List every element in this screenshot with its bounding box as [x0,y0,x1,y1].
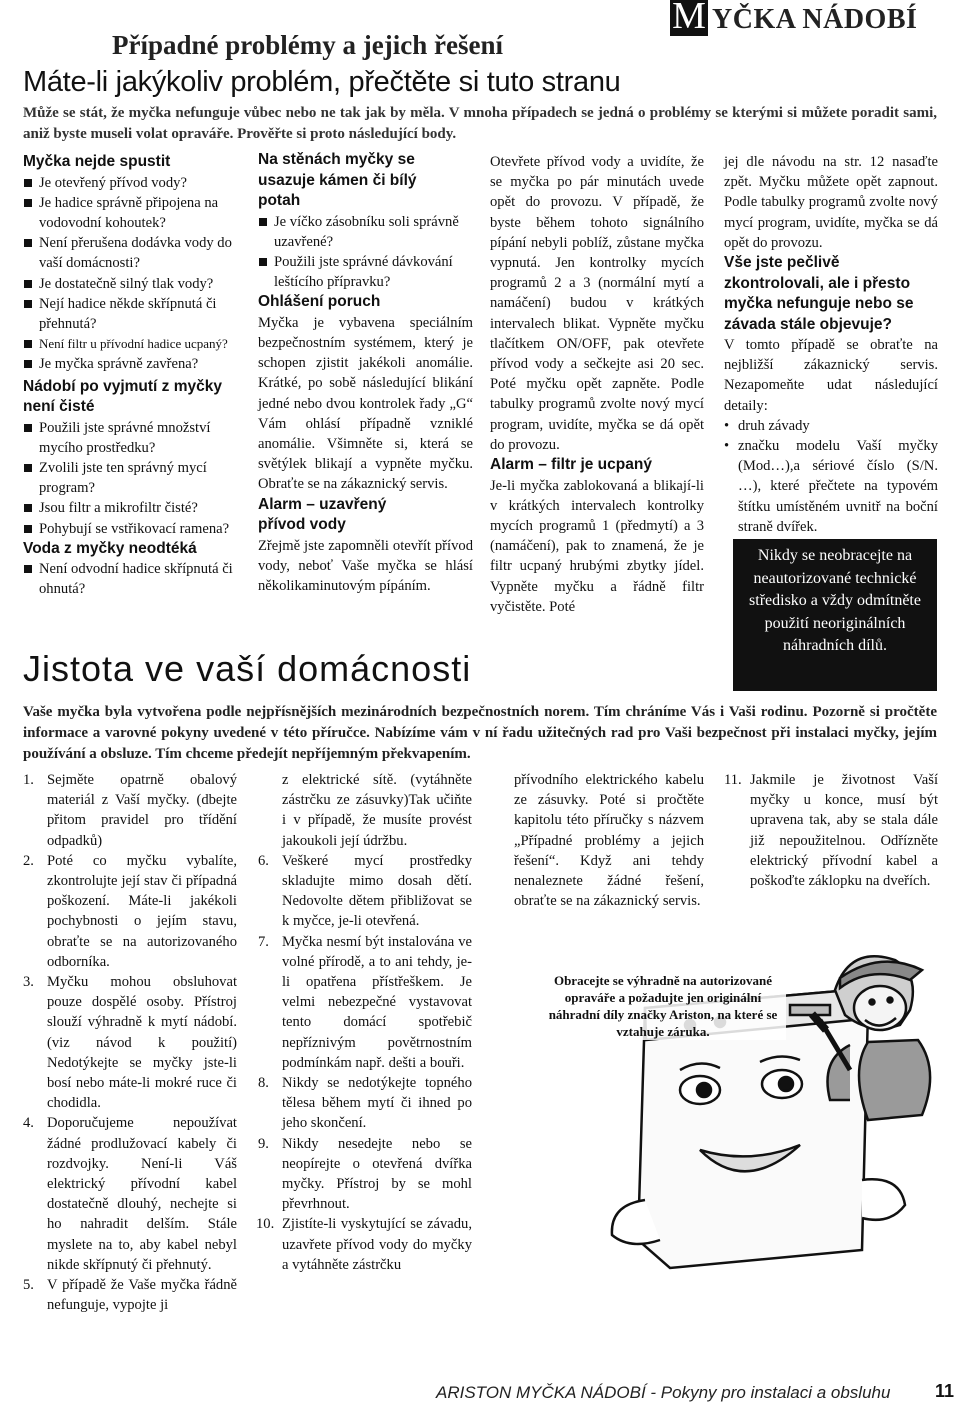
list-item: Je hadice správně připojena na vodovodní kohoutek? [23,193,238,233]
list-item: Použili jste správné dávkování leštícího přípravku? [258,252,473,292]
list-item: 7. Myčka nesmí být instalována ve volné přírodě, a to ani tehdy, je-li opatřena přístřeškem. Je velmi nebezpečné vystavovat tento domácí spotřebič nepříznivým povětrnostním podmínkám např. dešti a bouři. [258,933,472,1071]
list-item: Je dostatečně silný tlak vody? [23,274,238,294]
column-1 [23,152,238,600]
safety-intro: Vaše myčka byla vytvořena podle nejpřísnějších mezinárodních bezpečnostních norem. Tím chráníme Vás i Vaši rodinu. Pozorně si pročtěte informace a varovné pokyny uvedené v této příručce. Nabízíme vám v ní řadu užitečných rad pro Vaši bezpečnost při instalaci myčky, jejím používání a obsluze. Tím chceme předejít nepříjemným překvapením. [23,704,937,762]
list-item: z elektrické sítě. (vytáhněte zástrčku ze zásuvky)Tak učiňte i v případě, že musíte provést jakoukoli její údržbu. [282,772,472,849]
list-item: 5. V případě že Vaše myčka řádně nefunguje, vypojte ji [23,1277,237,1314]
heading-limescale: Na stěnách myčky se usazuje kámen či bílý potah [258,151,417,209]
technician-icon [812,956,930,1120]
safety-list-col-2 [258,770,472,1275]
heading-dishes-not-clean: Nádobí po vyjmutí z myčky není čisté [23,377,222,416]
heading-filter-alarm: Alarm – filtr je ucpaný [490,456,652,474]
footer-text: ARISTON MYČKA NÁDOBÍ - Pokyny pro instalaci a obsluhu [436,1383,891,1402]
list-item: Není odvodní hadice skřípnutá či ohnutá? [23,559,238,599]
list-item: Je otevřený přívod vody? [23,173,238,193]
safety-list-col-1 [23,770,237,1315]
list-item: Pohybují se vstřikovací ramena? [23,519,238,539]
water-alarm-continued: Otevřete přívod vody a uvidíte, že se myčka po pár minutách uvede opět do provozu. V případě, že byste během tohoto signálního pípání nebyli poblíž, zůstane myčka vypnutá. Jen kontrolky mycích programů 2 a 3 (normální mytí a namáčení) budou v krátkých intervalech blikat. Vypněte myčku tlačítkem ON/OFF, pak otevřete přívod vody a sečkejte asi 20 sec. Poté myčku opět zapněte. Podle tabulky programů zvolte nový mycí program, uvidíte, myčka se dá opět do provozu. [490,154,704,453]
column-4 [724,152,938,537]
safety-list-col-3 [490,770,704,911]
list-item: • druh závady [724,416,938,436]
fault-reports-text: Myčka je vybavena speciálním bezpečnostním systémem, který je schopen zjistit jakékoli anomálie. Krátké, po sobě následující blikání jedné nebo dvou kontrolek řady „G“ Vám ohlásí případně vzniklé anomálie. Všimněte si, která se světýlek blikají a vypněte myčku. Obraťte se na zákaznický servis. [258,314,473,493]
list-item: Jsou filtr a mikrofiltr čisté? [23,498,238,518]
list-item: přívodního elektrického kabelu ze zásuvky. Poté si pročtěte kapitolu této příručky s názvem „Případné problémy a jejich řešení“. Když ani tehdy nenaleznete žádné řešení, obraťte se na zákaznický servis. [514,772,704,910]
illustration-caption: Obracejte se výhradně na autorizované opraváře a požadujte jen originální náhradní díly značky Ariston, na které se vztahuje záruka. [540,972,786,1040]
list-item: Je víčko zásobníku soli správně uzavřené? [258,212,473,252]
water-alarm-text: Zřejmě jste zapomněli otevřít přívod vody, neboť Vaše myčka se hlásí několikaminutovým pípáním. [258,537,473,595]
filter-alarm-text: Je-li myčka zablokovaná a blikají-li v krátkých intervalech kontrolky mycích programů 1 (předmytí) a 3 (namáčení), pak to znamená, že je filtr ucpaný hrubými zbytky jídel. Vypněte myčku a řádně filtr vyčistěte. Poté [490,477,704,615]
list-item: 8. Nikdy se nedotýkejte topného tělesa během mytí či ihned po jeho skončení. [258,1075,472,1132]
section-letter: M [670,0,708,36]
list-item: 2. Poté co myčku vybalíte, zkontrolujte její stav či případná poškození. Máte-li jakékoli pochybnosti o jejím stavu, obraťte se na autorizovaného odborníka. [23,852,237,970]
heading-no-drain: Voda z myčky neodtéká [23,539,197,557]
list-item: 3. Myčku mohou obsluhovat pouze dospělé osoby. Přístroj slouží výhradně k mytí nádobí. (viz návod k použití) Nedotýkejte se myčky jste-li bosí nebo máte-li mokré ruce či chodidla. [23,974,237,1112]
warning-text: Nikdy se neobracejte na neautorizované technické středisko a vždy odmítněte použití neoriginálních náhradních dílů. [749,547,921,655]
list-item: • značku modelu Vaší myčky (Mod…),a sériové číslo (S/N. …), které přečtete na typovém štítku umístěném uvnitř na boční straně dvířek. [724,436,938,537]
list-item: Zvolili jste ten správný mycí program? [23,458,238,498]
page-subtitle: Máte-li jakýkoliv problém, přečtěte si tuto stranu [23,66,621,98]
list-item: Není filtr u přívodní hadice ucpaný? [23,334,238,354]
intro-text: Může se stát, že myčka nefunguje vůbec nebo ne tak jak by měla. V mnoha případech se jedná o problémy se kterými si můžete poradit sami, aniž byste museli volat opraváře. Prověřte si proto následující body. [23,105,937,142]
page-title: Případné problémy a jejich řešení [112,30,503,60]
list-item: 10. Zjistíte-li vyskytující se závadu, uzavřete přívod vody do myčky a vytáhněte zástrčku [256,1216,472,1273]
column-3 [490,152,704,617]
list-item: Použili jste správné množství mycího prostředku? [23,418,238,458]
heading-water-alarm: Alarm – uzavřený přívod vody [258,495,387,534]
list-item: 9. Nikdy nesedejte nebo se neopírejte o otevřená dvířka myčky. Přístroj by se mohl převrhnout. [258,1135,472,1213]
filter-alarm-continued: jej dle návodu na str. 12 nasaďte zpět. Myčku můžete opět zapnout. Podle tabulky programů zvolte nový mycí program, uvidíte, myčka se dá opět do provozu. [724,154,938,251]
list-item: 6. Veškeré mycí prostředky skladujte mimo dosah dětí. Nedovolte dětem přibližovat se k myčce, je-li otevřená. [258,852,472,930]
section-title: YČKA NÁDOBÍ [712,4,918,35]
list-item: 4. Doporučujeme nepoužívat žádné prodlužovací kabely či rozdvojky. Není-li Váš elektrický přívodní kabel dostatečně dlouhý, nechejte si ho nahradit delším. Stále myslete na to, aby kabel nebyl nikde skřípnutý či přehnutý. [23,1115,237,1273]
list-item: Není přerušena dodávka vody do vaší domácnosti? [23,233,238,273]
heading-fault-reports: Ohlášení poruch [258,293,381,311]
safety-title: Jistota ve vaší domácnosti [23,648,472,689]
heading-wont-start: Myčka nejde spustit [23,153,171,170]
page-number: 11 [935,1381,955,1401]
safety-list-col-4 [724,770,938,891]
service-text: V tomto případě se obraťte na nejbližší zákaznický servis. Nezapomeňte udat následující detaily: [724,337,938,414]
list-item: Nejí hadice někde skřípnutá či přehnutá? [23,294,238,334]
list-item: 11. Jakmile je životnost Vaší myčky u konce, musí být upravena tak, aby se stala dále již nepoužitelnou. Odřízněte elektrický přívodní kabel a poškoďte záklopku na dveřích. [724,772,938,890]
list-item: 1. Sejměte opatrně obalový materiál z Vaší myčky. (dbejte přitom pravidel pro třídění odpadků) [23,772,237,849]
list-item: Je myčka správně zavřena? [23,354,238,374]
column-2 [258,150,473,596]
heading-still-broken: Vše jste pečlivě zkontrolovali, ale i přesto myčka nefunguje nebo se závada stále objevuje? [724,254,914,333]
warning-box [733,539,937,691]
